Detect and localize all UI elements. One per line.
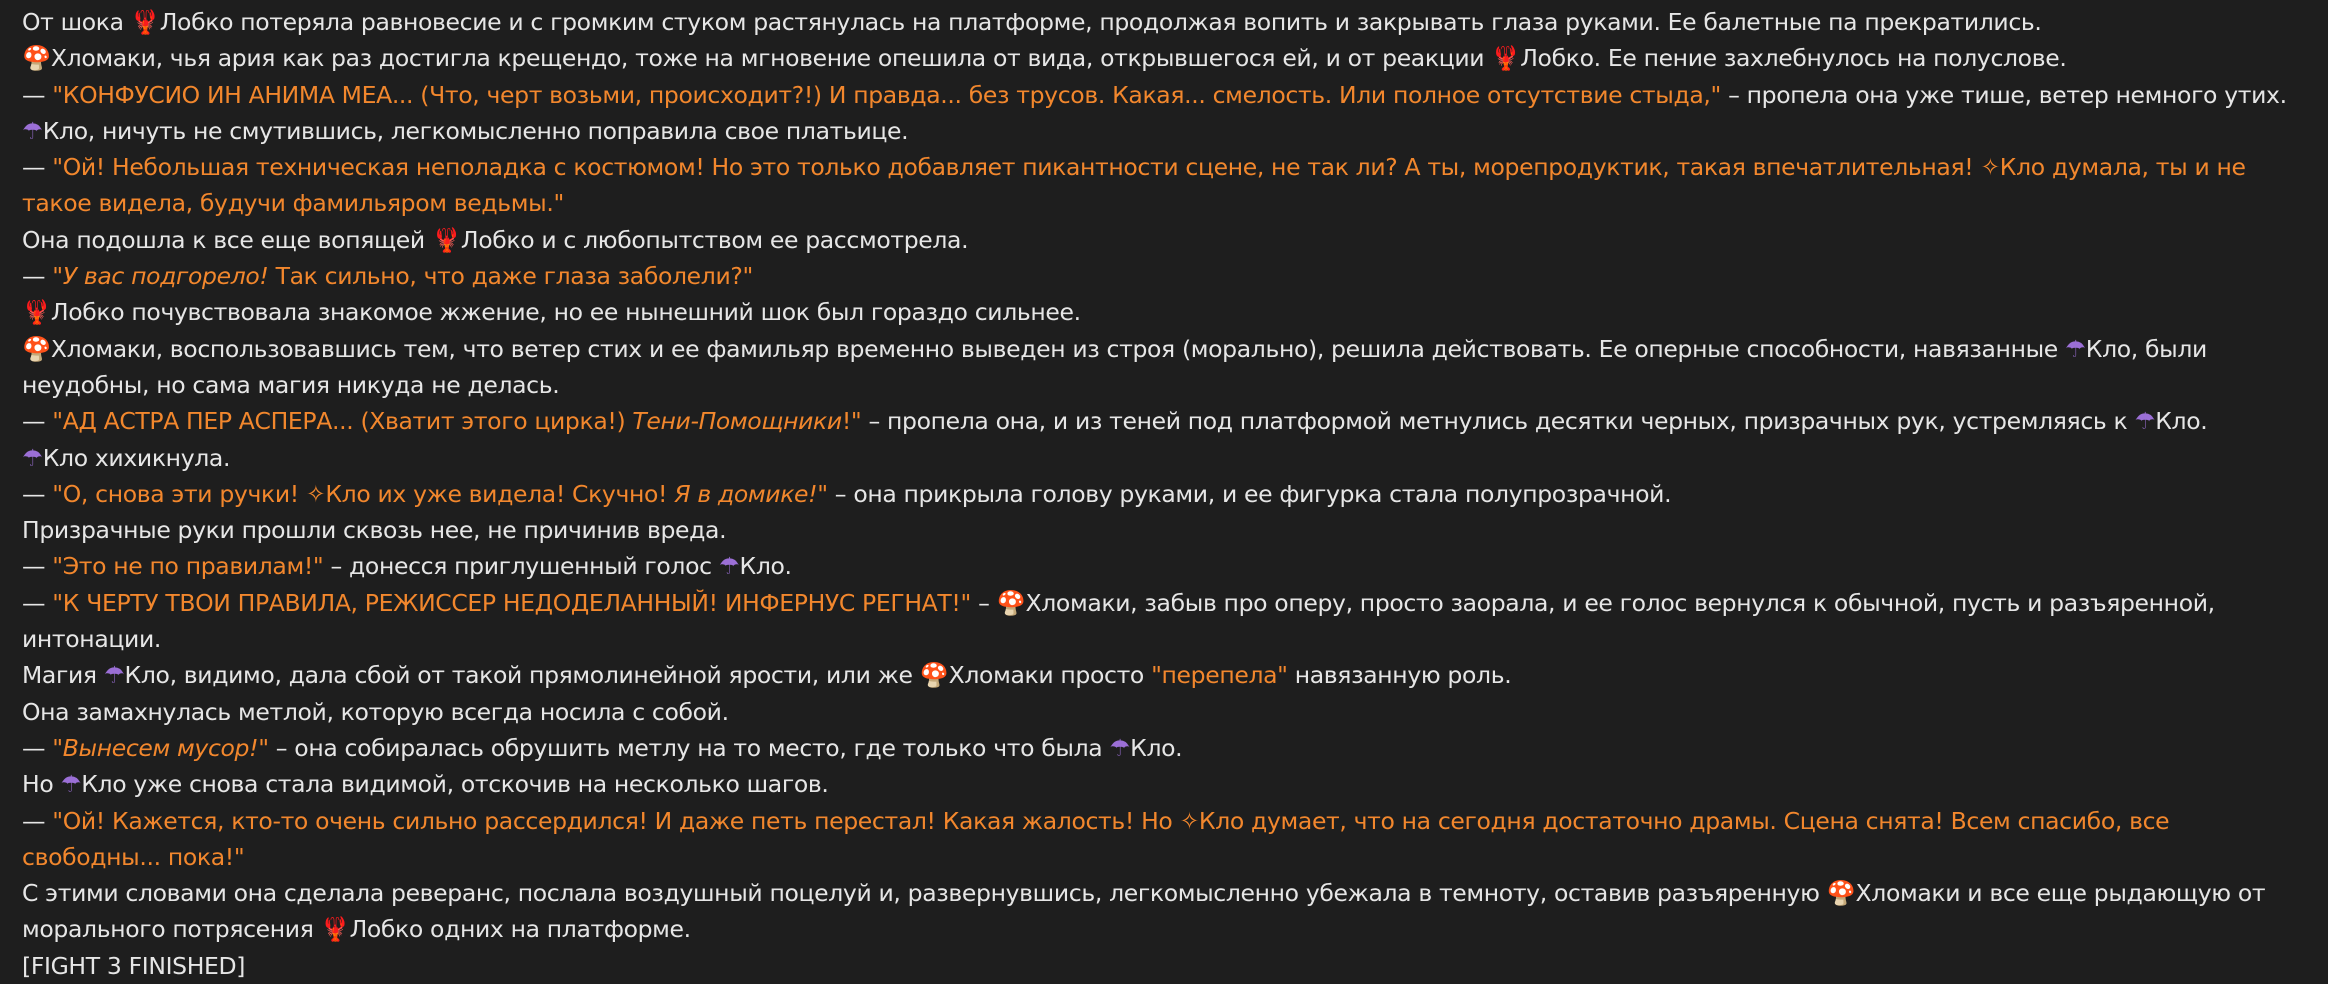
narration-text: От шока [22,8,131,36]
narration-text: — [22,588,53,617]
dialogue-text: Тени-Помощники [632,407,842,436]
lobster-icon: 🦞 [320,915,350,944]
dialogue-text: "КОНФУСИО ИН АНИМА МЕА... (Что, черт возьми, происходит?!) И правда... без трусов. Какая... смелость. Или полное отсутствие стыда," [52,80,1721,109]
message-line [22,476,2306,512]
narration-text: — [22,479,53,508]
narration-text: — [22,806,53,835]
dialogue-text: "Это не по правилам!" [52,552,324,581]
message-line [22,440,2306,476]
umbrella-icon: ☂ [22,116,43,145]
narration-text: Хломаки, забыв про оперу, просто заорала, и ее голос вернулся к обычной, пусть и разъяренной, интонации. [22,588,2215,654]
narration-text: Кло. [2155,407,2208,436]
narration-text: — [22,733,53,762]
narration-text: Лобко одних на платформе. [349,915,691,944]
narration-text: Призрачные руки прошли сквозь нее, не причинив вреда. [22,516,727,545]
message-line [22,585,2306,658]
mushroom-icon: 🍄 [996,588,1026,617]
dialogue-text: "К ЧЕРТУ ТВОИ ПРАВИЛА, РЕЖИССЕР НЕДОДЕЛАННЫЙ! ИНФЕРНУС РЕГНАТ!" [52,588,971,617]
dialogue-text: Вынесем мусор! [62,733,259,762]
narration-text: – пропела она уже тише, ветер немного утих. [1720,80,2287,109]
umbrella-icon: ☂ [718,552,740,581]
mushroom-icon: 🍄 [22,44,51,73]
dialogue-text: Я в домике! [674,479,818,508]
narration-text: [FIGHT 3 FINISHED] [22,951,246,980]
lobster-icon: 🦞 [130,8,160,36]
narration-text: – донесся приглушенный голос [323,552,719,581]
message-line [22,113,2306,149]
message-line [22,258,2306,294]
message-line [22,948,2306,984]
dialogue-text: "АД АСТРА ПЕР АСПЕРА... (Хватит этого цирка!) [52,407,633,436]
dialogue-text: У вас подгорело! [62,262,269,291]
narration-text: — [22,153,53,182]
narration-text: – она собиралась обрушить метлу на то место, где только что была [268,733,1110,762]
narration-text: Но [22,770,61,799]
narration-text: Магия [22,661,104,690]
message-line [22,766,2306,802]
sparkle-icon: ✧ [1179,806,1199,835]
narration-text: Она замахнулась метлой, которую всегда носила с собой. [22,697,729,726]
umbrella-icon: ☂ [103,661,125,690]
narration-text: Кло уже снова стала видимой, отскочив на несколько шагов. [81,770,829,799]
message-line [22,4,2306,40]
narration-text: Она подошла к все еще вопящей [22,225,432,254]
message-line [22,294,2306,330]
narration-text: — [22,552,53,581]
message-line [22,40,2306,76]
narration-text: — [22,407,53,436]
dialogue-text: Кло их уже видела! Скучно! [325,479,675,508]
narration-text: навязанную роль. [1287,661,1512,690]
dialogue-text: !" [841,407,862,436]
dialogue-text: "Ой! Небольшая техническая неполадка с костюмом! Но это только добавляет пикантности сцене, не так ли? А ты, морепродуктик, такая впечатлительная! [52,153,1981,182]
message-line [22,803,2306,876]
lobster-icon: 🦞 [1491,44,1521,73]
narration-text: Хломаки, чья ария как раз достигла крещендо, тоже на мгновение опешила от вида, открывшегося ей, и от реакции [50,44,1492,73]
dialogue-text: " [817,479,828,508]
dialogue-text: Кло думала, ты и не такое видела, будучи фамильяром ведьмы." [22,153,2246,218]
narration-text: Лобко почувствовала знакомое жжение, но ее нынешний шок был гораздо сильнее. [50,298,1081,327]
narration-text: С этими словами она сделала реверанс, послала воздушный поцелуй и, развернувшись, легкомысленно убежала в темноту, оставив разъяренную [22,879,1827,908]
narration-text: — [22,80,53,109]
narration-text: Хломаки, воспользовавшись тем, что ветер стих и ее фамильяр временно выведен из строя (морально), решила действовать. Ее оперные способности, навязанные [50,334,2066,363]
narration-text: Лобко и с любопытством ее рассмотрела. [460,225,969,254]
dialogue-text: Так сильно, что даже глаза заболели?" [268,262,753,291]
narration-text: Кло хихикнула. [42,443,231,472]
narration-text: Кло. [739,552,792,581]
narration-text: — [22,262,53,291]
message-line [22,149,2306,222]
narration-text: – пропела она, и из теней под платформой метнулись десятки черных, призрачных рук, устремляясь к [861,407,2135,436]
umbrella-icon: ☂ [22,443,43,472]
message-line [22,222,2306,258]
dialogue-text: "перепела" [1151,661,1288,690]
umbrella-icon: ☂ [2134,407,2156,436]
message-line [22,694,2306,730]
narration-text: Кло, видимо, дала сбой от такой прямолинейной ярости, или же [124,661,920,690]
dialogue-text: "О, снова эти ручки! [52,479,306,508]
message-line [22,512,2306,548]
message-line [22,730,2306,766]
mushroom-icon: 🍄 [22,334,51,363]
umbrella-icon: ☂ [1109,733,1131,762]
dialogue-text: " [52,733,63,762]
dialogue-text: Кло думает, что на сегодня достаточно драмы. Сцена снята! Всем спасибо, все свободны... пока!" [22,806,2170,871]
narration-text: Хломаки и все еще рыдающую от морального потрясения [22,879,2266,944]
message-line [22,657,2306,693]
narration-text: – она прикрыла голову руками, и ее фигурка стала полупрозрачной. [827,479,1672,508]
narration-text: – [970,588,997,617]
lobster-icon: 🦞 [431,225,461,254]
sparkle-icon: ✧ [1980,153,2000,182]
narration-text: Кло, были неудобны, но сама магия никуда не делась. [22,334,2207,399]
message-line [22,403,2306,439]
lobster-icon: 🦞 [22,298,51,327]
dialogue-text: " [52,262,63,291]
message-line [22,331,2306,404]
mushroom-icon: 🍄 [1826,879,1856,908]
narration-text: Лобко. Ее пение захлебнулось на полуслове. [1520,44,2067,73]
narration-text: Хломаки просто [948,661,1152,690]
sparkle-icon: ✧ [305,479,326,508]
narration-text: Лобко потеряла равновесие и с громким стуком растянулась на платформе, продолжая вопить и закрывать глаза руками. Ее балетные па прекратились. [159,8,2042,36]
dialogue-text: " [258,733,269,762]
message-line [22,548,2306,584]
narration-text: Кло. [1130,733,1183,762]
message-line [22,875,2306,948]
mushroom-icon: 🍄 [919,661,949,690]
message-line [22,77,2306,113]
narration-text: Кло, ничуть не смутившись, легкомысленно поправила свое платьице. [42,116,909,145]
dialogue-text: "Ой! Кажется, кто-то очень сильно рассердился! И даже петь перестал! Какая жалость! Но [52,806,1180,835]
umbrella-icon: ☂ [2065,334,2086,363]
umbrella-icon: ☂ [60,770,82,799]
